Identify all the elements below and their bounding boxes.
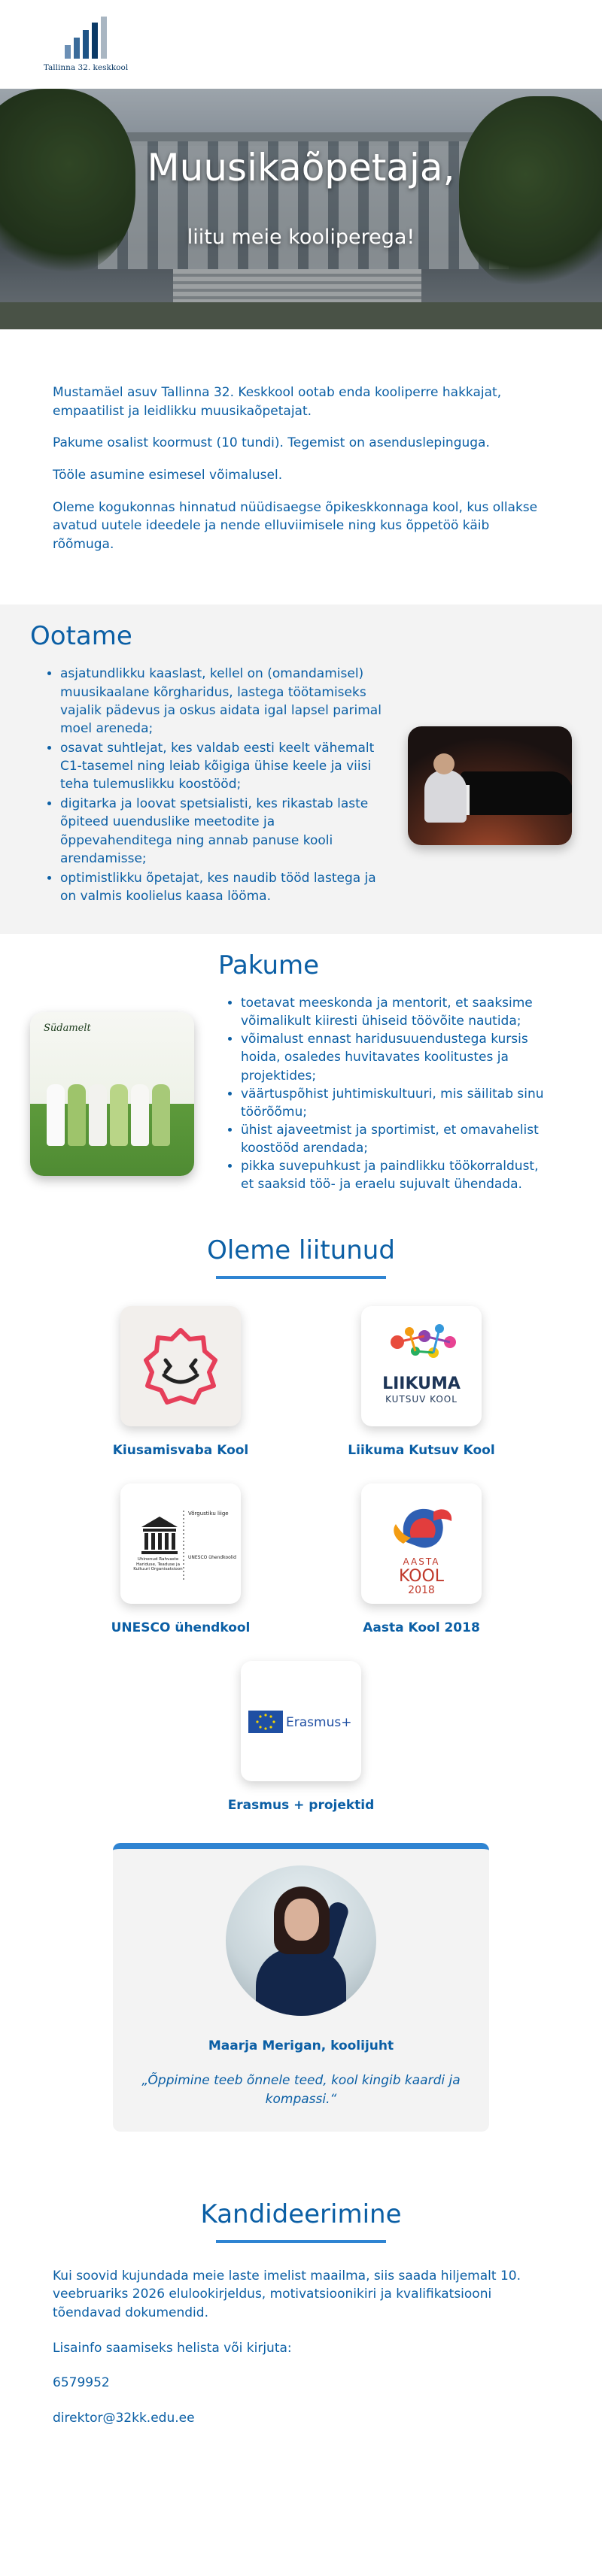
hero-title: Muusikaõpetaja, [147, 146, 455, 189]
kandideerimine-heading: Kandideerimine [200, 2199, 402, 2229]
principal-quote-card [113, 1843, 489, 2131]
portrait-torso [256, 1948, 346, 2016]
quote-author: Maarja Merigan, koolijuht [208, 2038, 394, 2054]
piano-shape [461, 771, 572, 815]
liikuma-logo-line1: LIIKUMA [382, 1374, 461, 1394]
list-item: • toetavat meeskonda ja mentorit, et saaksime võimalikult kiiresti ühiseid töövõite nautida; [241, 994, 548, 1030]
liikuma-logo-icon [361, 1306, 482, 1426]
kand-paragraph: Lisainfo saamiseks helista või kirjuta: [53, 2340, 292, 2356]
badge-label: Kiusamisvaba Kool [112, 1443, 249, 1459]
dance-photo [30, 1012, 194, 1176]
hero-subtitle: liitu meie kooliperega! [187, 226, 415, 249]
list-item: • digitarka ja loovat spetsialisti, kes rikastab laste õpiteed uuenduslike meetodite ja õppevahenditega ning annab panuse kooli arendamisse; [60, 795, 384, 868]
dancer-shape [131, 1084, 149, 1146]
kand-paragraph: Kui soovid kujundada meie laste imelist maailma, siis saada hiljemalt 10. veebruariks 2026 elulookirjeldus, motivatsioonikiri ja kvalifikatsiooni tõendavad dokumendid. [53, 2268, 521, 2321]
badge-erasmus[interactable] [228, 1661, 375, 1813]
dancer-shape [47, 1084, 65, 1146]
aasta-kool-logo-icon [361, 1483, 482, 1604]
list-item: • võimalust ennast haridusuuendustega kursis hoida, osaledes huvitavates koolitustes ja projektides; [241, 1030, 548, 1084]
piano-photo [408, 726, 572, 845]
email-link[interactable]: direktor@32kk.edu.ee [53, 2410, 195, 2426]
badge-label: Liikuma Kutsuv Kool [348, 1443, 495, 1459]
list-item: • ühist ajaveetmist ja sportimist, et omavahelist koostööd arendada; [241, 1121, 548, 1157]
pakume-heading: Pakume [218, 950, 320, 981]
pakume-section [0, 934, 602, 1223]
ootame-section [0, 605, 602, 934]
logo-bars-icon [65, 17, 107, 59]
kandideerimine-section [0, 2162, 602, 2458]
unesco-logo-text: Võrgustiku liige [188, 1511, 229, 1517]
intro-paragraph: Mustamäel asuv Tallinna 32. Keskkool ootab enda kooliperre hakkajat, empaatilist ja leidlikku muusikaõpetajat. [53, 385, 502, 419]
intro-paragraph: Oleme kogukonnas hinnatud nüüdisaegse õpikeskkonnaga kool, kus ollakse avatud uutele ideedele ja nende elluviimisele ning kus õppetöö käib rõõmuga. [53, 499, 538, 552]
dancer-shape [110, 1084, 128, 1146]
school-logo[interactable] [43, 17, 129, 72]
phone-link[interactable]: 6579952 [53, 2375, 110, 2391]
intro-paragraph: Tööle asumine esimesel võimalusel. [53, 467, 283, 483]
ootame-list [30, 665, 384, 907]
ootame-heading: Ootame [30, 621, 132, 652]
unesco-logo-icon [120, 1483, 241, 1604]
erasmus-logo-icon [241, 1661, 361, 1781]
unesco-logo-text: UNESCO ühendkoolid [188, 1555, 236, 1561]
badge-label: Erasmus + projektid [227, 1798, 375, 1814]
list-item: • pikka suvepuhkust ja paindlikku töökorraldust, et saaksid töö- ja eraelu sujuvalt ühendada. [241, 1157, 548, 1193]
pianist-shape [424, 770, 467, 823]
aasta-logo-line3: 2018 [408, 1584, 435, 1597]
pakume-list [202, 994, 548, 1193]
list-item: • väärtuspõhist juhtimiskultuuri, mis säilitab sinu töörõõmu; [241, 1085, 548, 1121]
dancer-shape [152, 1084, 170, 1146]
smile-star-icon [120, 1306, 241, 1426]
principal-portrait [226, 1865, 376, 2016]
dancer-shape [68, 1084, 86, 1146]
photo-sign: Südamelt [44, 1022, 91, 1034]
oleme-heading: Oleme liitunud [207, 1235, 395, 1266]
liikuma-logo-line2: KUTSUV KOOL [385, 1394, 458, 1405]
aasta-logo-line1: AASTA [403, 1556, 440, 1568]
hero-banner [0, 89, 602, 329]
dancer-shape [89, 1084, 107, 1146]
list-item: • asjatundlikku kaaslast, kellel on (omandamisel) muusikaalane kõrgharidus, lastega töötamiseks vajalik pädevus ja oskus aidata igal lapsel parimal moel areneda; [60, 665, 384, 738]
badge-kiusamisvaba[interactable] [60, 1306, 301, 1458]
logo-text: Tallinna 32. keskkool [43, 63, 129, 72]
intro-section [0, 329, 602, 605]
portrait-face [284, 1899, 319, 1941]
badge-liikuma[interactable] [301, 1306, 542, 1458]
heading-underline [216, 2240, 386, 2243]
list-item: • optimistlikku õpetajat, kes naudib tööd lastega ja on valmis koolielus kaasa lööma. [60, 869, 384, 905]
heading-underline [216, 1276, 386, 1279]
intro-paragraph: Pakume osalist koormust (10 tundi). Tegemist on asenduslepinguga. [53, 435, 490, 451]
badge-label: UNESCO ühendkool [111, 1620, 251, 1636]
badge-unesco[interactable] [60, 1483, 301, 1635]
erasmus-logo-text: Erasmus+ [286, 1715, 352, 1731]
oleme-section [0, 1223, 602, 2161]
list-item: • osavat suhtlejat, kes valdab eesti keelt vähemalt C1-tasemel ning leiab kõigiga ühise keele ja viisi teha tulemuslikku koostööd; [60, 739, 384, 793]
aasta-logo-line2: KOOL [398, 1567, 445, 1587]
badge-label: Aasta Kool 2018 [363, 1620, 480, 1636]
hero-overlay [0, 89, 602, 329]
badge-aasta-kool[interactable] [301, 1483, 542, 1635]
unesco-logo-text: Ühinenud Rahvaste Hariduse, Teaduse ja Kultuuri Organisatsioon [133, 1557, 183, 1572]
site-header [0, 0, 602, 89]
quote-text: „Õppimine teeb õnnele teed, kool kingib kaardi ja kompassi.“ [141, 2073, 461, 2108]
